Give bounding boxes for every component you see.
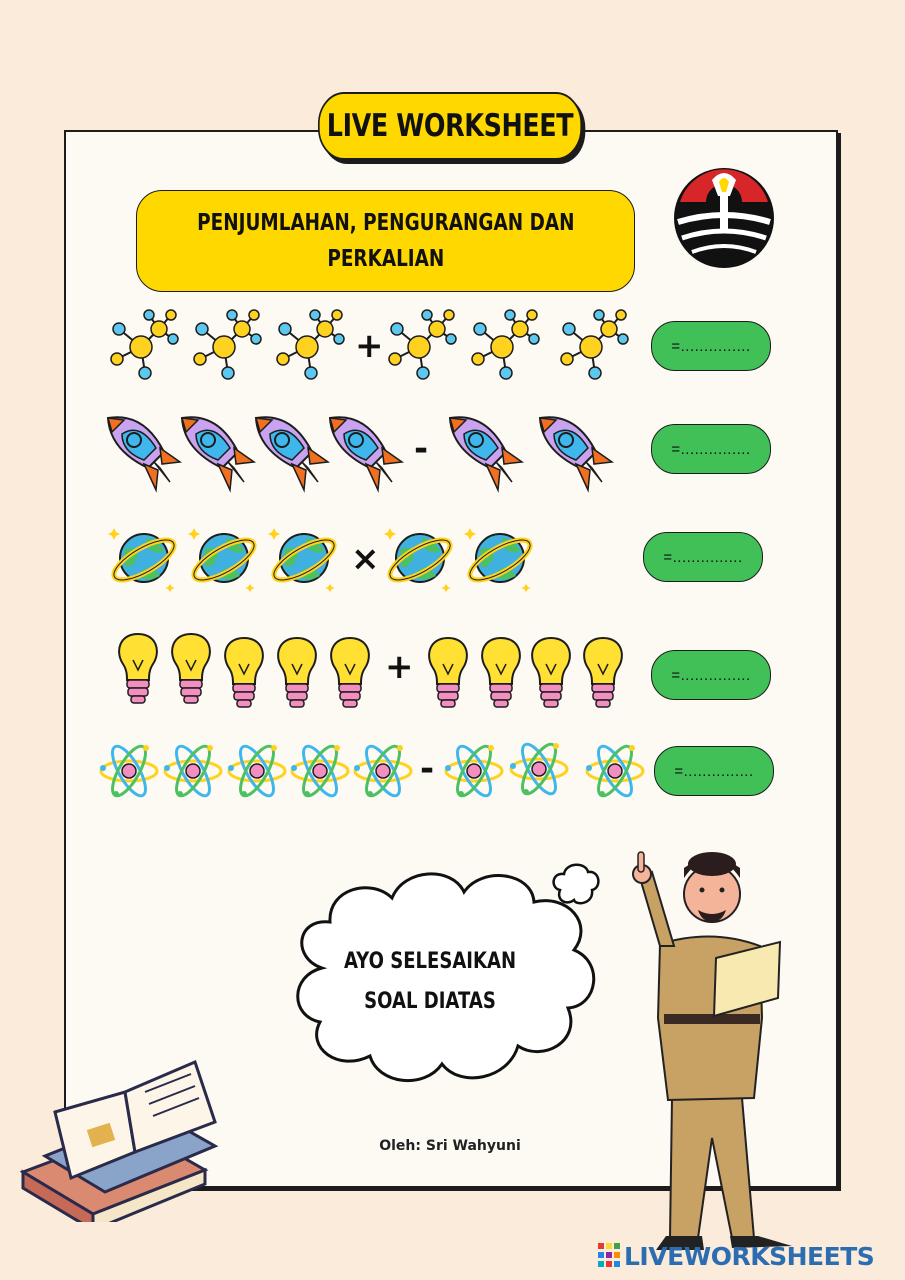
atom-icon — [98, 740, 160, 802]
lightbulb-icon — [272, 634, 322, 712]
atom-icon — [289, 740, 351, 802]
multiply-operator: × — [351, 539, 380, 579]
rocket-icon — [252, 412, 332, 494]
lightbulb-icon — [219, 634, 269, 712]
lightbulb-icon — [325, 634, 375, 712]
lightbulb-icon — [526, 634, 576, 712]
planet-icon — [464, 518, 536, 596]
rocket-icon — [446, 412, 526, 494]
minus-operator: - — [420, 749, 435, 789]
planet-icon — [108, 518, 180, 596]
subtitle-line-2: PERKALIAN — [327, 246, 444, 272]
molecule-icon — [385, 307, 461, 383]
books-illustration — [15, 1052, 245, 1222]
answer-field-3[interactable]: =............... — [643, 532, 763, 582]
molecule-icon — [107, 307, 183, 383]
atom-icon — [352, 740, 414, 802]
problem-row-3 — [0, 516, 905, 606]
atom-icon — [508, 738, 570, 800]
lightbulb-icon — [113, 630, 163, 708]
author-credit: Oleh: Sri Wahyuni — [379, 1138, 521, 1154]
worksheet-subtitle — [136, 190, 635, 292]
answer-field-2[interactable]: =............... — [651, 424, 771, 474]
atom-icon — [162, 740, 224, 802]
atom-icon — [443, 740, 505, 802]
rocket-icon — [104, 412, 184, 494]
lightbulb-icon — [166, 630, 216, 708]
planet-icon — [268, 518, 340, 596]
molecule-icon — [190, 307, 266, 383]
lightbulb-icon — [476, 634, 526, 712]
molecule-icon — [273, 307, 349, 383]
atom-icon — [226, 740, 288, 802]
encouragement-line-1: AYO SELESAIKAN — [343, 949, 517, 974]
answer-field-1[interactable]: =............... — [651, 321, 771, 371]
problem-row-1 — [0, 305, 905, 395]
answer-field-4[interactable]: =............... — [651, 650, 771, 700]
plus-operator: + — [355, 326, 384, 366]
encouragement-text — [320, 942, 540, 1022]
rocket-icon — [326, 412, 406, 494]
liveworksheets-logo-icon — [598, 1243, 620, 1269]
planet-icon — [188, 518, 260, 596]
encouragement-line-2: SOAL DIATAS — [364, 989, 496, 1014]
minus-operator: - — [414, 429, 429, 469]
answer-field-5[interactable]: =............... — [654, 746, 774, 796]
molecule-icon — [557, 307, 633, 383]
rocket-icon — [178, 412, 258, 494]
planet-icon — [384, 518, 456, 596]
teacher-illustration — [612, 838, 812, 1280]
lightbulb-icon — [423, 634, 473, 712]
lightbulb-icon — [578, 634, 628, 712]
subtitle-line-1: PENJUMLAHAN, PENGURANGAN DAN — [196, 210, 575, 236]
brand-text: LIVEWORKSHEETS — [624, 1241, 875, 1271]
problem-row-2 — [0, 410, 905, 500]
atom-icon — [584, 740, 646, 802]
worksheet-title: LIVE WORKSHEET — [318, 92, 582, 160]
problem-row-4 — [0, 628, 905, 718]
university-logo-icon — [672, 162, 776, 270]
rocket-icon — [536, 412, 616, 494]
molecule-icon — [468, 307, 544, 383]
liveworksheets-brand — [598, 1240, 874, 1272]
plus-operator: + — [385, 647, 414, 687]
problem-row-5 — [0, 736, 905, 826]
